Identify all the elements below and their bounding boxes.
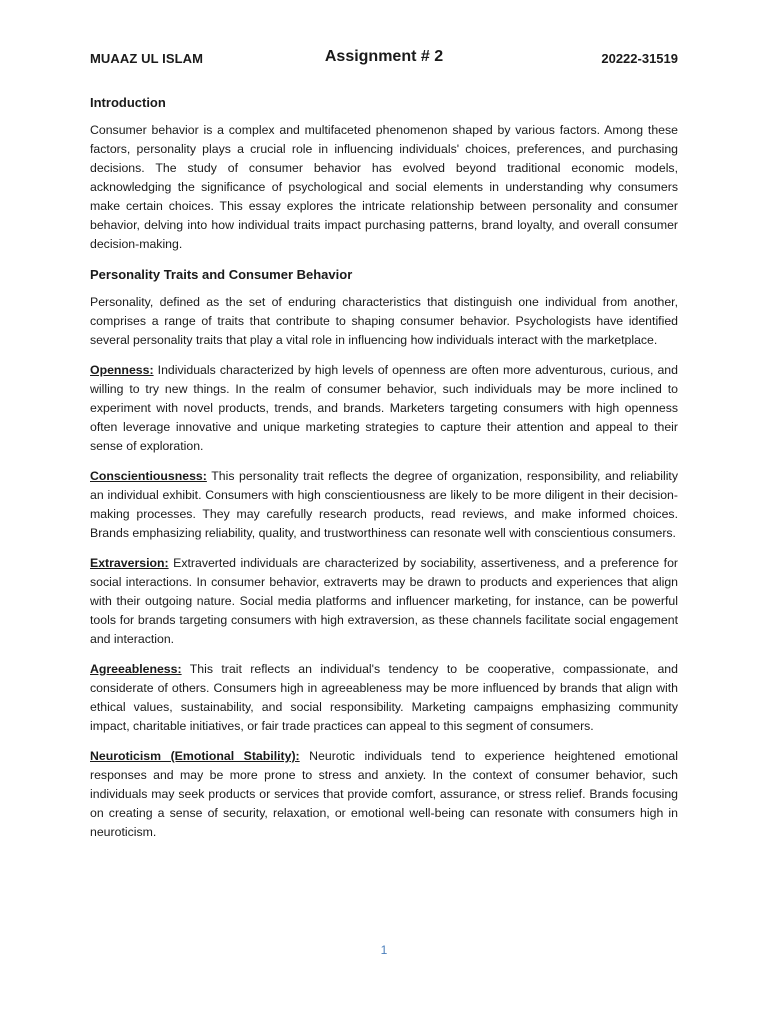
trait-term-openness: Openness: (90, 363, 154, 377)
trait-term-conscientiousness: Conscientiousness: (90, 469, 207, 483)
trait-text-extraversion: Extraverted individuals are characterized by sociability, assertiveness, and a preference for social interactions. In consumer behavior, extraverts may be drawn to products and experiences that align with their outgoing nature. Social media platforms and influencer marketing, for instance, can be powerful tools for brands targeting consumers with high extraversion, as these channels facilitate social engagement and interaction. (90, 556, 678, 646)
trait-paragraph-openness (90, 361, 678, 456)
page-header (90, 48, 678, 70)
student-id: 20222-31519 (601, 51, 678, 66)
trait-text-agreeableness: This trait reflects an individual's tendency to be cooperative, compassionate, and considerate of others. Consumers high in agreeableness may be more influenced by brands that align with ethical values, sustainability, and social responsibility. Marketing campaigns emphasizing community impact, charitable initiatives, or fair trade practices can appeal to this segment of consumers. (90, 662, 678, 733)
trait-text-neuroticism: Neurotic individuals tend to experience heightened emotional responses and may be more prone to stress and anxiety. In the context of consumer behavior, such individuals may seek products or services that provide comfort, assurance, or stress relief. Brands focusing on creating a sense of security, relaxation, or emotional well-being can resonate with consumers high in neuroticism. (90, 749, 678, 839)
page-number: 1 (380, 943, 388, 957)
trait-paragraph-conscientiousness (90, 467, 678, 543)
trait-paragraph-agreeableness (90, 660, 678, 736)
trait-text-conscientiousness: This personality trait reflects the degree of organization, responsibility, and reliability an individual exhibit. Consumers with high conscientiousness are likely to be more diligent in their decision-making processes. They may carefully research products, read reviews, and make informed choices. Brands emphasizing reliability, quality, and trustworthiness can resonate well with conscientious consumers. (90, 469, 678, 540)
trait-text-openness: Individuals characterized by high levels of openness are often more adventurous, curious, and willing to try new things. In the realm of consumer behavior, such individuals may be more inclined to experiment with novel products, trends, and brands. Marketers targeting consumers with high openness often leverage innovative and unique marketing strategies to capture their attention and appeal to their sense of exploration. (90, 363, 678, 453)
trait-paragraph-extraversion (90, 554, 678, 649)
introduction-paragraph: Consumer behavior is a complex and multifaceted phenomenon shaped by various factors. Among these factors, personality plays a crucial role in influencing individuals' choices, preferences, and purchasing decisions. The study of consumer behavior has evolved beyond traditional economic models, acknowledging the significance of psychological and social elements in understanding why consumers make certain choices. This essay explores the intricate relationship between personality and consumer behavior, delving into how individual traits impact purchasing patterns, brand loyalty, and overall consumer decision-making. (90, 123, 678, 251)
traits-section-heading: Personality Traits and Consumer Behavior (90, 267, 353, 282)
introduction-heading: Introduction (90, 95, 166, 110)
traits-intro-paragraph: Personality, defined as the set of enduring characteristics that distinguish one individual from another, comprises a range of traits that contribute to shaping consumer behavior. Psychologists have identified several personality traits that play a vital role in influencing how individuals interact with the marketplace. (90, 295, 678, 347)
trait-term-neuroticism: Neuroticism (Emotional Stability): (90, 749, 300, 763)
trait-paragraph-neuroticism (90, 747, 678, 842)
assignment-title: Assignment # 2 (324, 48, 444, 65)
trait-term-agreeableness: Agreeableness: (90, 662, 182, 676)
document-body (90, 93, 678, 853)
trait-term-extraversion: Extraversion: (90, 556, 169, 570)
author-name: MUAAZ UL ISLAM (90, 51, 204, 66)
